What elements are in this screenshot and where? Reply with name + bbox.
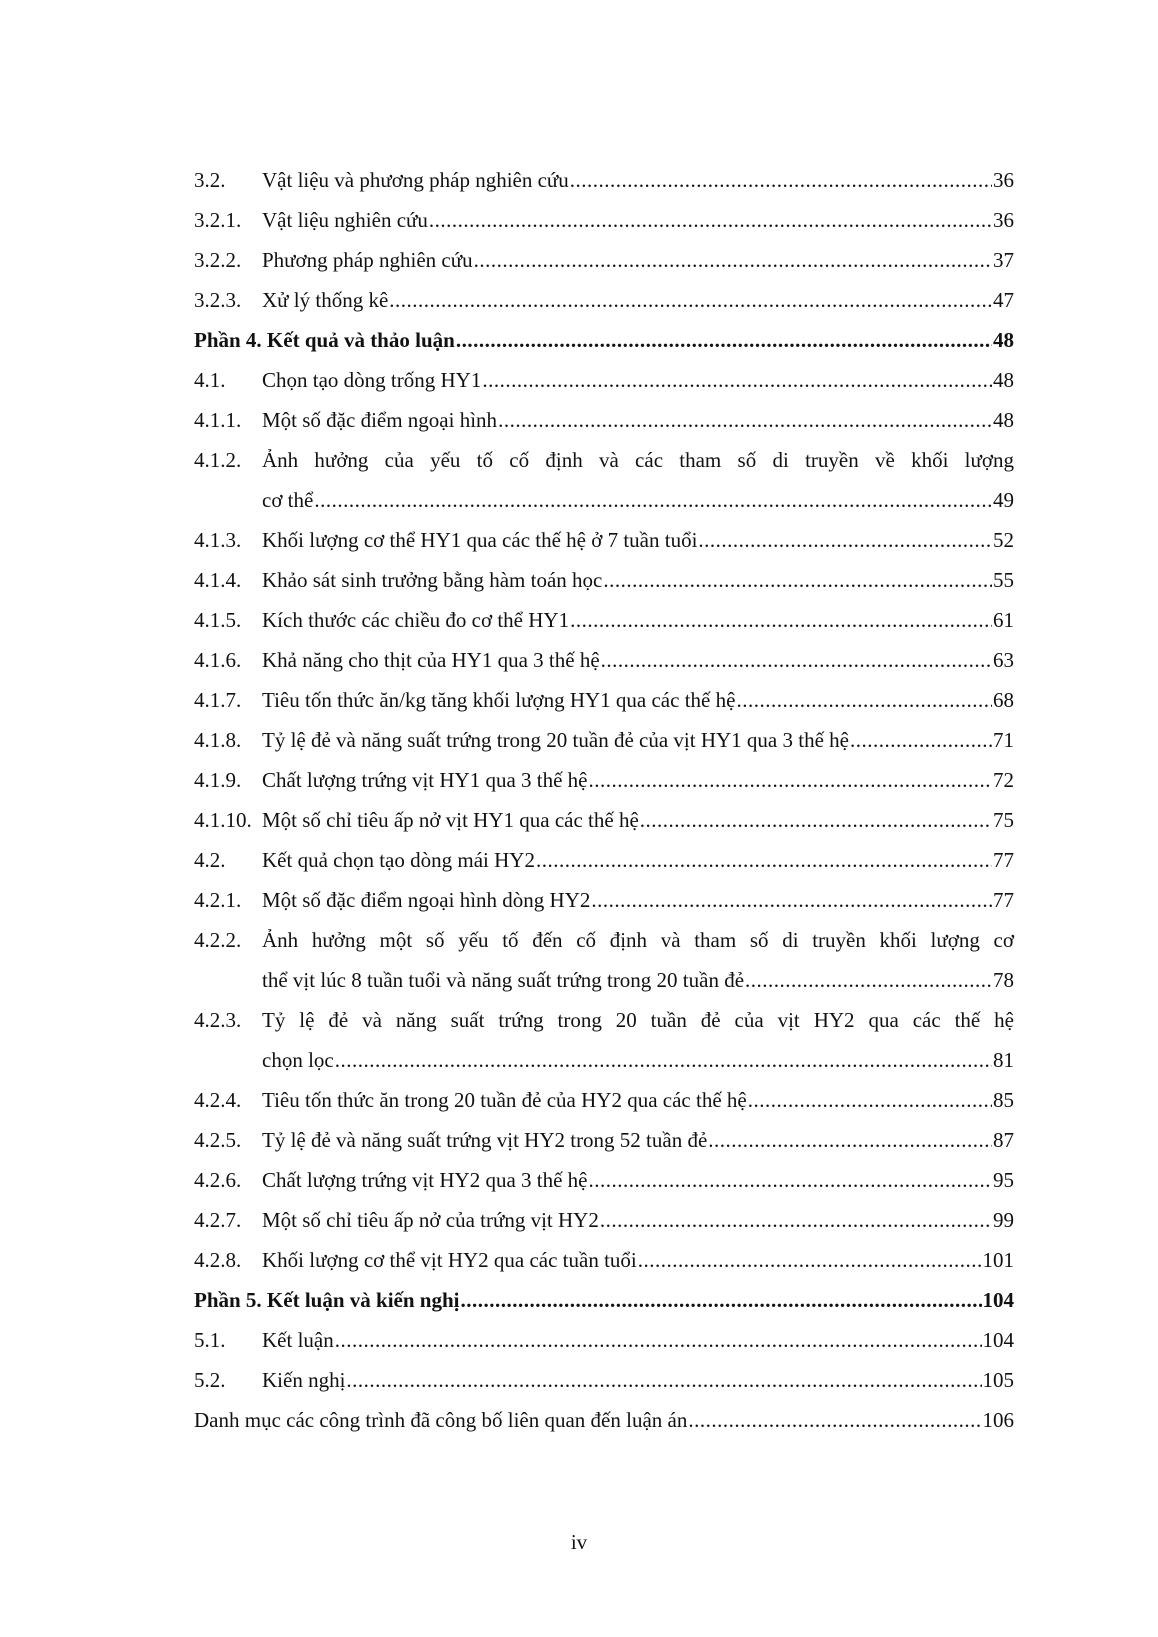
toc-entry-4-2-3[interactable] — [194, 1000, 1014, 1080]
entry-title-line2: chọn lọc — [262, 1048, 334, 1072]
part-title: Phần 4. Kết quả và thảo luận — [194, 328, 455, 352]
toc-part-5[interactable] — [194, 1280, 1014, 1320]
toc-entry-4-2-2[interactable] — [194, 920, 1014, 1000]
entry-page: 48 — [993, 368, 1014, 392]
entry-title: Tiêu tốn thức ăn/kg tăng khối lượng HY1 qua các thế hệ — [262, 688, 736, 712]
entry-title: Khối lượng cơ thể HY1 qua các thế hệ ở 7 tuần tuổi — [262, 528, 698, 552]
entry-title-line2: cơ thể — [262, 488, 314, 512]
toc-entry-4-2-1[interactable] — [194, 880, 1014, 920]
entry-page: 68 — [993, 688, 1014, 712]
entry-number: 4.1.9. — [194, 768, 242, 792]
entry-number: 4.2.5. — [194, 1128, 242, 1152]
entry-page: 55 — [993, 568, 1014, 592]
entry-title: Tiêu tốn thức ăn trong 20 tuần đẻ của HY2 qua các thế hệ — [262, 1088, 747, 1112]
entry-number: 4.1.7. — [194, 688, 242, 712]
toc-entry-3-2[interactable] — [194, 160, 1014, 200]
toc-entry-3-2-3[interactable] — [194, 280, 1014, 320]
toc-entry-5-2[interactable] — [194, 1360, 1014, 1400]
leader-dots — [591, 880, 992, 920]
entry-title: Khối lượng cơ thể vịt HY2 qua các tuần tuổi — [262, 1248, 637, 1272]
entry-page: 104 — [982, 1288, 1014, 1312]
toc-entry-4-1[interactable] — [194, 360, 1014, 400]
leader-dots — [698, 520, 992, 560]
toc-entry-4-2-5[interactable] — [194, 1120, 1014, 1160]
entry-number: 4.2.4. — [194, 1088, 242, 1112]
leader-dots — [335, 1040, 992, 1080]
entry-page: 36 — [993, 208, 1014, 232]
entry-title: Kích thước các chiều đo cơ thể HY1 — [262, 608, 570, 632]
entry-title: Một số chỉ tiêu ấp nở vịt HY1 qua các thế hệ — [262, 808, 639, 832]
toc-entry-4-1-9[interactable] — [194, 760, 1014, 800]
toc-entry-4-1-8[interactable] — [194, 720, 1014, 760]
leader-dots — [708, 1120, 992, 1160]
leader-dots — [456, 320, 992, 360]
entry-title: Khảo sát sinh trưởng bằng hàm toán học — [262, 568, 603, 592]
table-of-contents — [194, 160, 1014, 1440]
entry-number: 4.2.8. — [194, 1248, 242, 1272]
entry-number: 4.1.10. — [194, 808, 252, 832]
toc-entry-publications[interactable] — [194, 1400, 1014, 1440]
entry-page: 49 — [993, 488, 1014, 512]
leader-dots — [736, 680, 992, 720]
toc-entry-4-1-1[interactable] — [194, 400, 1014, 440]
entry-title-line2: thể vịt lúc 8 tuần tuổi và năng suất trứng trong 20 tuần đẻ — [262, 968, 745, 992]
entry-title: Phương pháp nghiên cứu — [262, 248, 473, 272]
entry-title: Danh mục các công trình đã công bố liên quan đến luận án — [194, 1408, 688, 1432]
entry-page: 77 — [993, 848, 1014, 872]
entry-page: 71 — [993, 728, 1014, 752]
leader-dots — [589, 760, 993, 800]
toc-entry-4-2-7[interactable] — [194, 1200, 1014, 1240]
leader-dots — [638, 1240, 982, 1280]
entry-title: Một số chỉ tiêu ấp nở của trứng vịt HY2 — [262, 1208, 599, 1232]
entry-number: 4.2.3. — [194, 1008, 242, 1032]
entry-number: 4.1.6. — [194, 648, 242, 672]
entry-number: 4.1.2. — [194, 448, 242, 472]
entry-number: 3.2.3. — [194, 288, 242, 312]
entry-number: 4.2.2. — [194, 928, 242, 952]
entry-page: 85 — [993, 1088, 1014, 1112]
entry-page: 101 — [982, 1248, 1014, 1272]
leader-dots — [460, 1280, 981, 1320]
entry-title: Chất lượng trứng vịt HY2 qua 3 thế hệ — [262, 1168, 588, 1192]
entry-number: 4.1.8. — [194, 728, 242, 752]
toc-part-4[interactable] — [194, 320, 1014, 360]
entry-number: 4.1. — [194, 368, 226, 392]
entry-title: Khả năng cho thịt của HY1 qua 3 thế hệ — [262, 648, 600, 672]
leader-dots — [314, 480, 992, 520]
entry-title: Một số đặc điểm ngoại hình dòng HY2 — [262, 888, 591, 912]
entry-page: 105 — [982, 1368, 1014, 1392]
leader-dots — [474, 240, 992, 280]
entry-title-line1: Ảnh hưởng một số yếu tố đến cố định và tham số di truyền khối lượng cơ — [262, 928, 1014, 952]
toc-entry-4-1-7[interactable] — [194, 680, 1014, 720]
toc-entry-4-1-4[interactable] — [194, 560, 1014, 600]
entry-page: 99 — [993, 1208, 1014, 1232]
entry-title: Tỷ lệ đẻ và năng suất trứng trong 20 tuần đẻ của vịt HY1 qua 3 thế hệ — [262, 728, 849, 752]
entry-page: 72 — [993, 768, 1014, 792]
entry-number: 4.2.6. — [194, 1168, 242, 1192]
entry-title: Kiến nghị — [262, 1368, 346, 1392]
leader-dots — [640, 800, 992, 840]
entry-page: 37 — [993, 248, 1014, 272]
entry-page: 48 — [993, 408, 1014, 432]
entry-page: 63 — [993, 648, 1014, 672]
leader-dots — [748, 1080, 992, 1120]
entry-number: 4.2. — [194, 848, 226, 872]
leader-dots — [600, 1200, 992, 1240]
entry-title: Kết luận — [262, 1328, 334, 1352]
entry-number: 4.1.4. — [194, 568, 242, 592]
leader-dots — [346, 1360, 981, 1400]
entry-number: 5.1. — [194, 1328, 226, 1352]
entry-number: 4.2.7. — [194, 1208, 242, 1232]
entry-title: Chọn tạo dòng trống HY1 — [262, 368, 482, 392]
entry-page: 75 — [993, 808, 1014, 832]
entry-number: 3.2.1. — [194, 208, 242, 232]
entry-page: 78 — [993, 968, 1014, 992]
entry-number: 4.1.1. — [194, 408, 242, 432]
leader-dots — [482, 360, 992, 400]
entry-number: 3.2.2. — [194, 248, 242, 272]
entry-page: 52 — [993, 528, 1014, 552]
leader-dots — [429, 200, 992, 240]
toc-entry-4-2-8[interactable] — [194, 1240, 1014, 1280]
entry-page: 87 — [993, 1128, 1014, 1152]
toc-entry-4-1-10[interactable] — [194, 800, 1014, 840]
toc-entry-4-2-6[interactable] — [194, 1160, 1014, 1200]
entry-title: Vật liệu và phương pháp nghiên cứu — [262, 168, 569, 192]
entry-title-line1: Tỷ lệ đẻ và năng suất trứng trong 20 tuần đẻ của vịt HY2 qua các thế hệ — [262, 1008, 1014, 1032]
toc-entry-3-2-1[interactable] — [194, 200, 1014, 240]
toc-entry-4-1-6[interactable] — [194, 640, 1014, 680]
part-title: Phần 5. Kết luận và kiến nghị — [194, 1288, 460, 1312]
entry-page: 36 — [993, 168, 1014, 192]
leader-dots — [570, 160, 992, 200]
entry-title: Một số đặc điểm ngoại hình — [262, 408, 498, 432]
leader-dots — [603, 560, 992, 600]
leader-dots — [850, 720, 992, 760]
toc-entry-4-1-5[interactable] — [194, 600, 1014, 640]
entry-page: 77 — [993, 888, 1014, 912]
entry-page: 95 — [993, 1168, 1014, 1192]
entry-title: Chất lượng trứng vịt HY1 qua 3 thế hệ — [262, 768, 588, 792]
entry-title: Tỷ lệ đẻ và năng suất trứng vịt HY2 trong 52 tuần đẻ — [262, 1128, 708, 1152]
entry-page: 81 — [993, 1048, 1014, 1072]
leader-dots — [745, 960, 992, 1000]
entry-page: 106 — [982, 1408, 1014, 1432]
entry-title: Vật liệu nghiên cứu — [262, 208, 428, 232]
entry-title: Kết quả chọn tạo dòng mái HY2 — [262, 848, 535, 872]
leader-dots — [688, 1400, 981, 1440]
leader-dots — [389, 280, 992, 320]
toc-entry-3-2-2[interactable] — [194, 240, 1014, 280]
entry-title: Xử lý thống kê — [262, 288, 389, 312]
leader-dots — [570, 600, 992, 640]
toc-entry-5-1[interactable] — [194, 1320, 1014, 1360]
leader-dots — [498, 400, 992, 440]
toc-entry-4-2[interactable] — [194, 840, 1014, 880]
toc-entry-4-1-2[interactable] — [194, 440, 1014, 520]
entry-page: 104 — [982, 1328, 1014, 1352]
toc-entry-4-2-4[interactable] — [194, 1080, 1014, 1120]
entry-number: 3.2. — [194, 168, 226, 192]
leader-dots — [589, 1160, 993, 1200]
entry-number: 4.1.5. — [194, 608, 242, 632]
entry-page: 61 — [993, 608, 1014, 632]
entry-number: 4.1.3. — [194, 528, 242, 552]
toc-entry-4-1-3[interactable] — [194, 520, 1014, 560]
entry-number: 4.2.1. — [194, 888, 242, 912]
entry-page: 47 — [993, 288, 1014, 312]
leader-dots — [335, 1320, 982, 1360]
entry-title-line1: Ảnh hưởng của yếu tố cố định và các tham số di truyền về khối lượng — [262, 448, 1014, 472]
page-number: iv — [570, 1530, 588, 1554]
entry-page: 48 — [993, 328, 1014, 352]
leader-dots — [536, 840, 992, 880]
leader-dots — [601, 640, 992, 680]
entry-number: 5.2. — [194, 1368, 226, 1392]
